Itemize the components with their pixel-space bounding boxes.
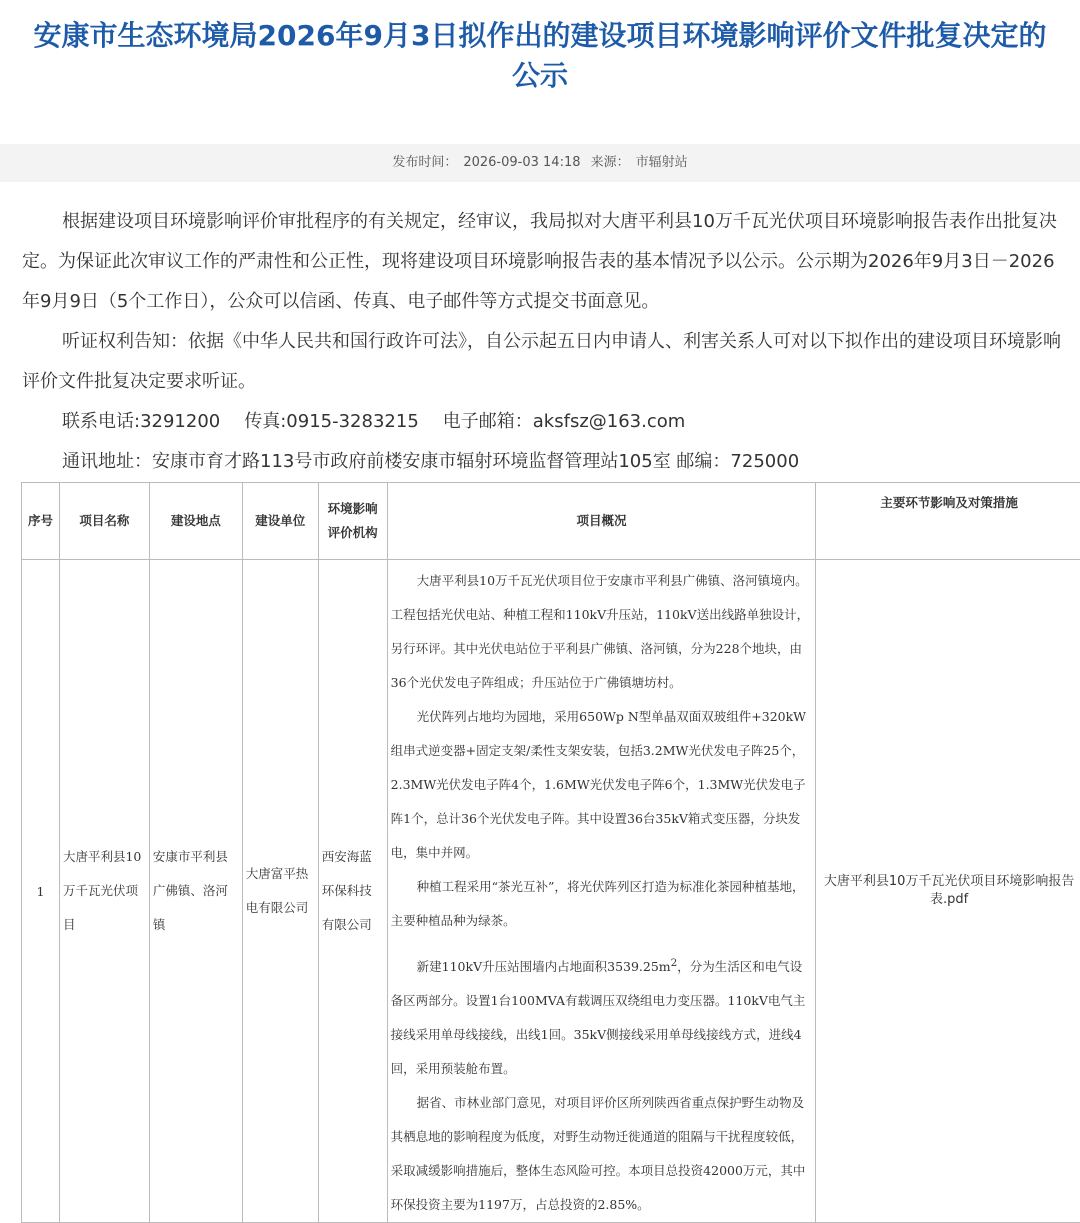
summary-p4-text-a: 新建110kV升压站围墙内占地面积3539.25m bbox=[417, 959, 671, 974]
publish-label: 发布时间： bbox=[392, 155, 457, 170]
summary-p4-text-b: ，分为生活区和电气设备区两部分。设置1台100MVA有载调压双绕组电力变压器。110kV电气主接线采用单母线接线，出线1回。35kV侧接线采用单母线接线方式，进线4回，采用预装舱布置。 bbox=[391, 959, 806, 1076]
summary-paragraph-1: 大唐平利县10万千瓦光伏项目位于安康市平利县广佛镇、洛河镇境内。工程包括光伏电站、种植工程和110kV升压站，110kV送出线路单独设计，另行环评。其中光伏电站位于平利县广佛镇、洛河镇，分为228个地块，由36个光伏发电子阵组成；升压站位于广佛镇塘坊村。 bbox=[391, 564, 813, 700]
project-table bbox=[21, 482, 1080, 1223]
contact-address: 通讯地址：安康市育才路113号市政府前楼安康市辐射环境监督管理站105室 邮编：725000 bbox=[22, 442, 1066, 482]
summary-paragraph-4 bbox=[391, 946, 813, 1086]
header-no: 序号 bbox=[22, 483, 60, 560]
contact-phone: 联系电话:3291200 bbox=[62, 411, 220, 432]
publish-time: 2026-09-03 14:18 bbox=[463, 155, 580, 170]
header-unit: 建设单位 bbox=[242, 483, 318, 560]
source-value: 市辐射站 bbox=[636, 155, 688, 170]
notice-paragraph-2: 听证权利告知：依据《中华人民共和国行政许可法》，自公示起五日内申请人、利害关系人可对以下拟作出的建设项目环境影响评价文件批复决定要求听证。 bbox=[22, 322, 1066, 402]
header-measures: 主要环节影响及对策措施 bbox=[816, 483, 1080, 560]
page-title: 安康市生态环境局2026年9月3日拟作出的建设项目环境影响评价文件批复决定的公示 bbox=[0, 0, 1080, 104]
notice-paragraph-1: 根据建设项目环境影响评价审批程序的有关规定，经审议，我局拟对大唐平利县10万千瓦光伏项目环境影响报告表作出批复决定。为保证此次审议工作的严肃性和公正性，现将建设项目环境影响报告表的基本情况予以公示。公示期为2026年9月3日－2026年9月9日（5个工作日），公众可以信函、传真、电子邮件等方式提交书面意见。 bbox=[22, 202, 1066, 322]
header-summary: 项目概况 bbox=[387, 483, 816, 560]
header-name: 项目名称 bbox=[59, 483, 149, 560]
contact-email[interactable]: 电子邮箱：aksfsz@163.com bbox=[443, 411, 686, 432]
header-agency-line1: 环境影响 bbox=[328, 501, 378, 516]
cell-name: 大唐平利县10万千瓦光伏项目 bbox=[59, 560, 149, 1223]
contact-line bbox=[22, 402, 1066, 442]
summary-paragraph-5: 据省、市林业部门意见，对项目评价区所列陕西省重点保护野生动物及其栖息地的影响程度为低度，对野生动物迁徙通道的阻隔与干扰程度较低，采取减缓影响措施后，整体生态风险可控。本项目总投资42000万元，其中环保投资主要为1197万，占总投资的2.85%。 bbox=[391, 1086, 813, 1222]
contact-fax: 传真:0915-3283215 bbox=[244, 411, 419, 432]
table-row bbox=[22, 560, 1080, 1223]
cell-agency: 西安海蓝环保科技有限公司 bbox=[318, 560, 387, 1223]
summary-p4-superscript: 2 bbox=[671, 957, 678, 969]
publish-meta bbox=[0, 144, 1080, 182]
header-agency bbox=[318, 483, 387, 560]
cell-measures-pdf-link[interactable]: 大唐平利县10万千瓦光伏项目环境影响报告表.pdf bbox=[816, 560, 1080, 1223]
summary-paragraph-3: 种植工程采用“茶光互补”，将光伏阵列区打造为标准化茶园种植基地，主要种植品种为绿茶。 bbox=[391, 870, 813, 938]
cell-summary bbox=[387, 560, 816, 1223]
table-header-row bbox=[22, 483, 1080, 560]
cell-unit: 大唐富平热电有限公司 bbox=[242, 560, 318, 1223]
summary-paragraph-2: 光伏阵列占地均为园地，采用650Wp N型单晶双面双玻组件+320kW组串式逆变器+固定支架/柔性支架安装，包括3.2MW光伏发电子阵25个，2.3MW光伏发电子阵4个，1.6MW光伏发电子阵6个，1.3MW光伏发电子阵1个，总计36个光伏发电子阵。其中设置36台35kV箱式变压器，分块发电，集中并网。 bbox=[391, 700, 813, 870]
header-location: 建设地点 bbox=[149, 483, 242, 560]
cell-location: 安康市平利县广佛镇、洛河镇 bbox=[149, 560, 242, 1223]
source-label: 来源： bbox=[591, 155, 630, 170]
notice-body bbox=[0, 182, 1080, 482]
header-agency-line2: 评价机构 bbox=[328, 525, 378, 540]
cell-no: 1 bbox=[22, 560, 60, 1223]
